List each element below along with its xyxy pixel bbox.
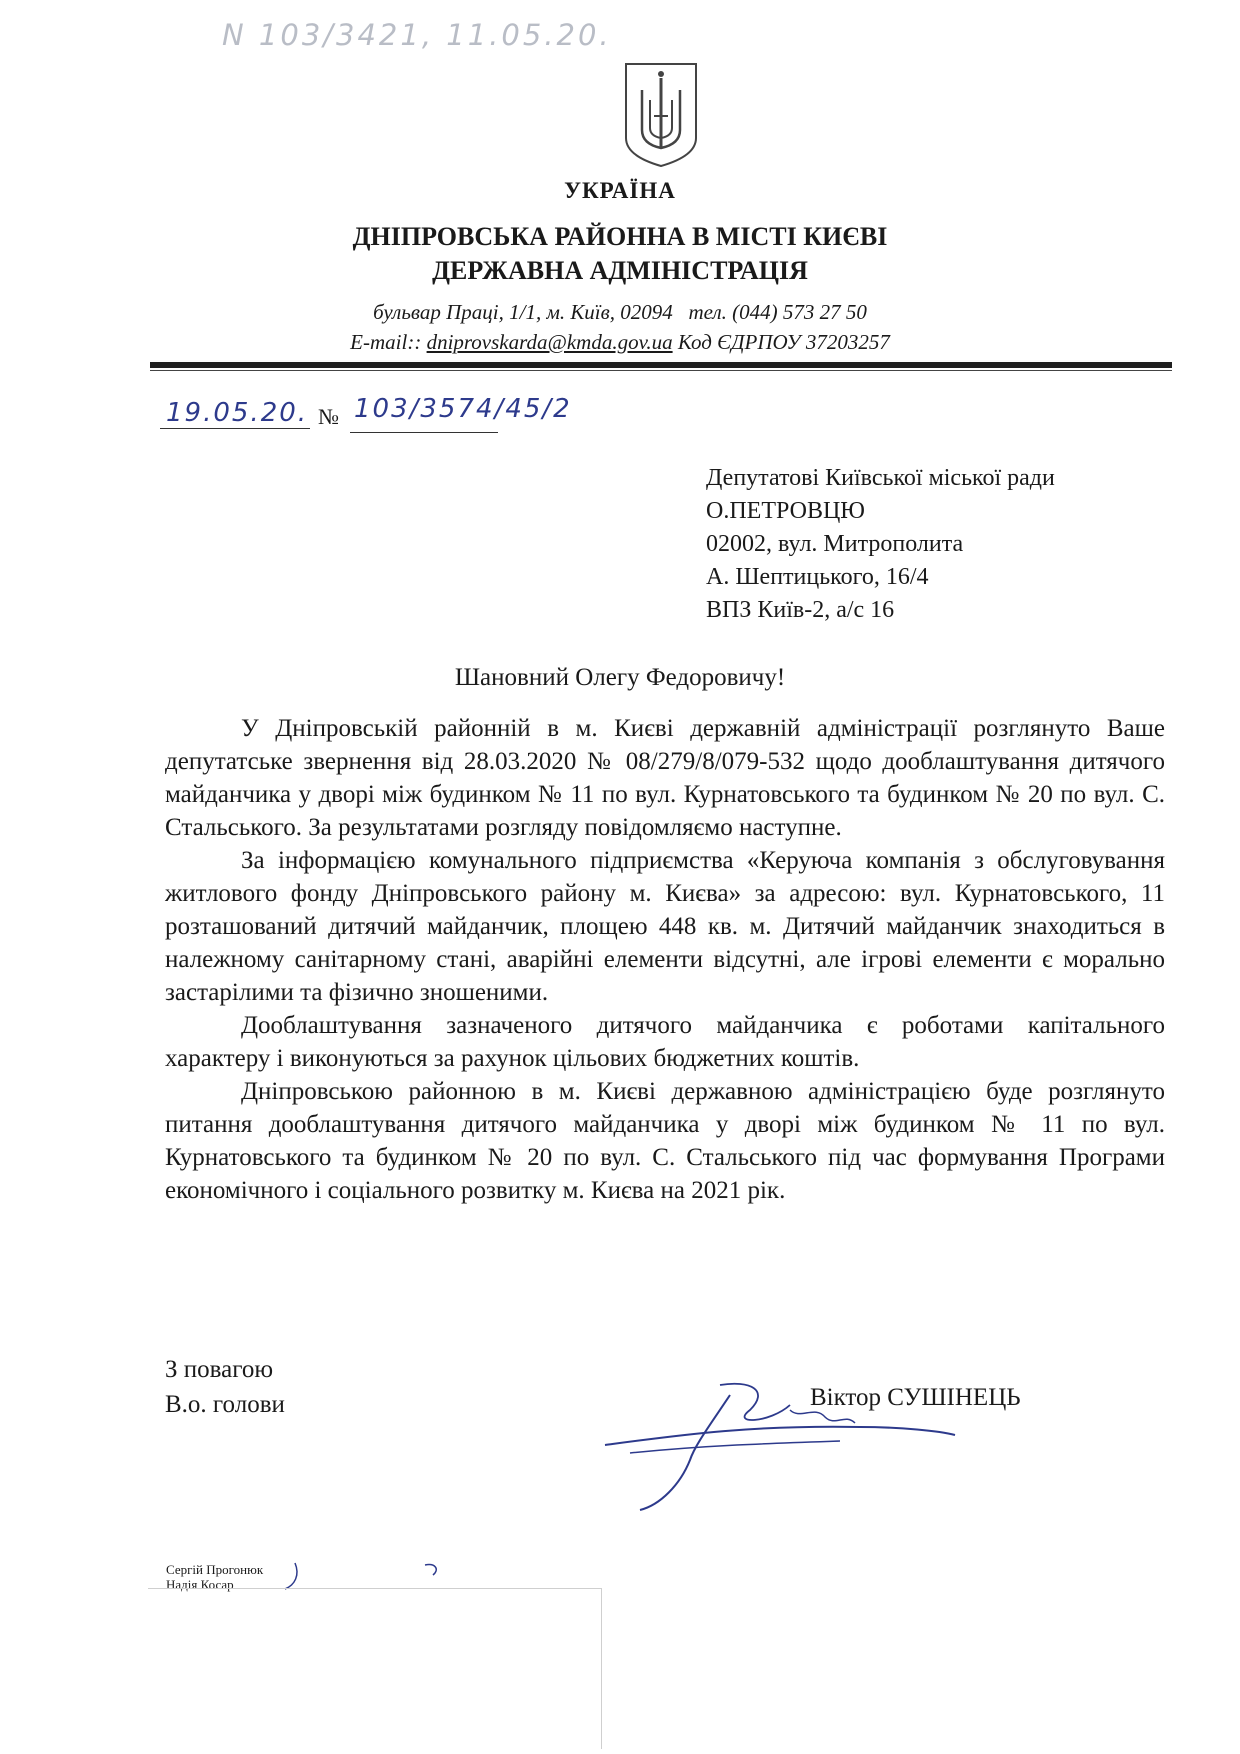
- header-divider-thin: [150, 370, 1172, 371]
- body-paragraph-4: Дніпровською районною в м. Києві державною адміністрацією буде розглянуто питання дооблаштування дитячого майданчика у дворі між будинком № 11 по вул. Курнатовського та будинком № 20 по вул. С. Стальського під час формування Програми економічного і соціального розвитку м. Києва на 2021 рік.: [165, 1078, 1165, 1204]
- executor-name-2: Надія Косар: [166, 1577, 234, 1592]
- organization-name-line2: ДЕРЖАВНА АДМІНІСТРАЦІЯ: [432, 256, 808, 285]
- body-paragraph-1: У Дніпровській районній в м. Києві державній адміністрації розглянуто Ваше депутатське звернення від 28.03.2020 № 08/279/8/079-532 щодо дооблаштування дитячого майданчика у дворі між будинком № 11 по вул. Курнатовського та будинком № 20 по вул. С. Стальського. За результатами розгляду повідомляємо наступне.: [165, 715, 1165, 841]
- outgoing-date: 19.05.20.: [166, 398, 309, 428]
- signer-position: В.о. голови: [165, 1391, 285, 1418]
- outgoing-number: 103/3574/45/2: [354, 394, 572, 424]
- executors-frame: [148, 1588, 602, 1749]
- recipient-block: [706, 462, 1055, 627]
- organization-name-line1: ДНІПРОВСЬКА РАЙОННА В МІСТІ КИЄВІ: [352, 222, 888, 251]
- country-name: УКРАЇНА: [564, 178, 676, 203]
- recipient-address-line1: 02002, вул. Митрополита: [706, 531, 964, 557]
- recipient-title: Депутатові Київської міської ради: [706, 465, 1055, 491]
- recipient-address-line3: ВПЗ Київ-2, а/с 16: [706, 597, 895, 623]
- number-sign: №: [318, 404, 339, 429]
- signer-name: Віктор СУШІНЕЦЬ: [810, 1384, 1021, 1411]
- body-paragraph-2: За інформацією комунального підприємства «Керуюча компанія з обслуговування житлового фонду Дніпровського району м. Києва» за адресою: вул. Курнатовського, 11 розташований дитячий майданчик, площею 448 кв. м. Дитячий майданчик знаходиться в належному санітарному стані, аварійні елементи відсутні, але ігрові елементи є морально застарілими та фізично зношеними.: [165, 847, 1165, 1006]
- letter-body: [165, 712, 1165, 1207]
- organization-contacts: [0, 330, 1240, 355]
- recipient-address-line2: А. Шептицького, 16/4: [706, 564, 929, 590]
- executor-name-1: Сергій Прогонюк: [166, 1562, 264, 1577]
- header-divider: [150, 362, 1172, 368]
- outgoing-number-underline: [350, 432, 498, 433]
- closing-regards: З повагою: [165, 1356, 274, 1383]
- recipient-name: О.ПЕТРОВЦЮ: [706, 498, 865, 524]
- salutation: Шановний Олегу Федоровичу!: [454, 664, 786, 691]
- coat-of-arms-icon: [620, 60, 702, 170]
- incoming-registration-stamp: N 103/3421, 11.05.20.: [222, 18, 612, 52]
- email-link[interactable]: dniprovskarda@kmda.gov.ua: [426, 330, 673, 354]
- street-address: бульвар Праці, 1/1, м. Київ, 02094: [373, 300, 673, 324]
- email-label: E-mail:: [350, 330, 415, 354]
- edrpou-code: Код ЄДРПОУ 37203257: [677, 330, 890, 354]
- body-paragraph-3: Дооблаштування зазначеного дитячого майданчика є роботами капітального характеру і виконуються за рахунок цільових бюджетних коштів.: [165, 1012, 1165, 1072]
- organization-address: [0, 300, 1240, 325]
- phone-number: тел. (044) 573 27 50: [688, 300, 867, 324]
- closing-block: [165, 1352, 285, 1422]
- email-label-separator: :: [414, 330, 422, 354]
- outgoing-date-underline: [160, 428, 310, 429]
